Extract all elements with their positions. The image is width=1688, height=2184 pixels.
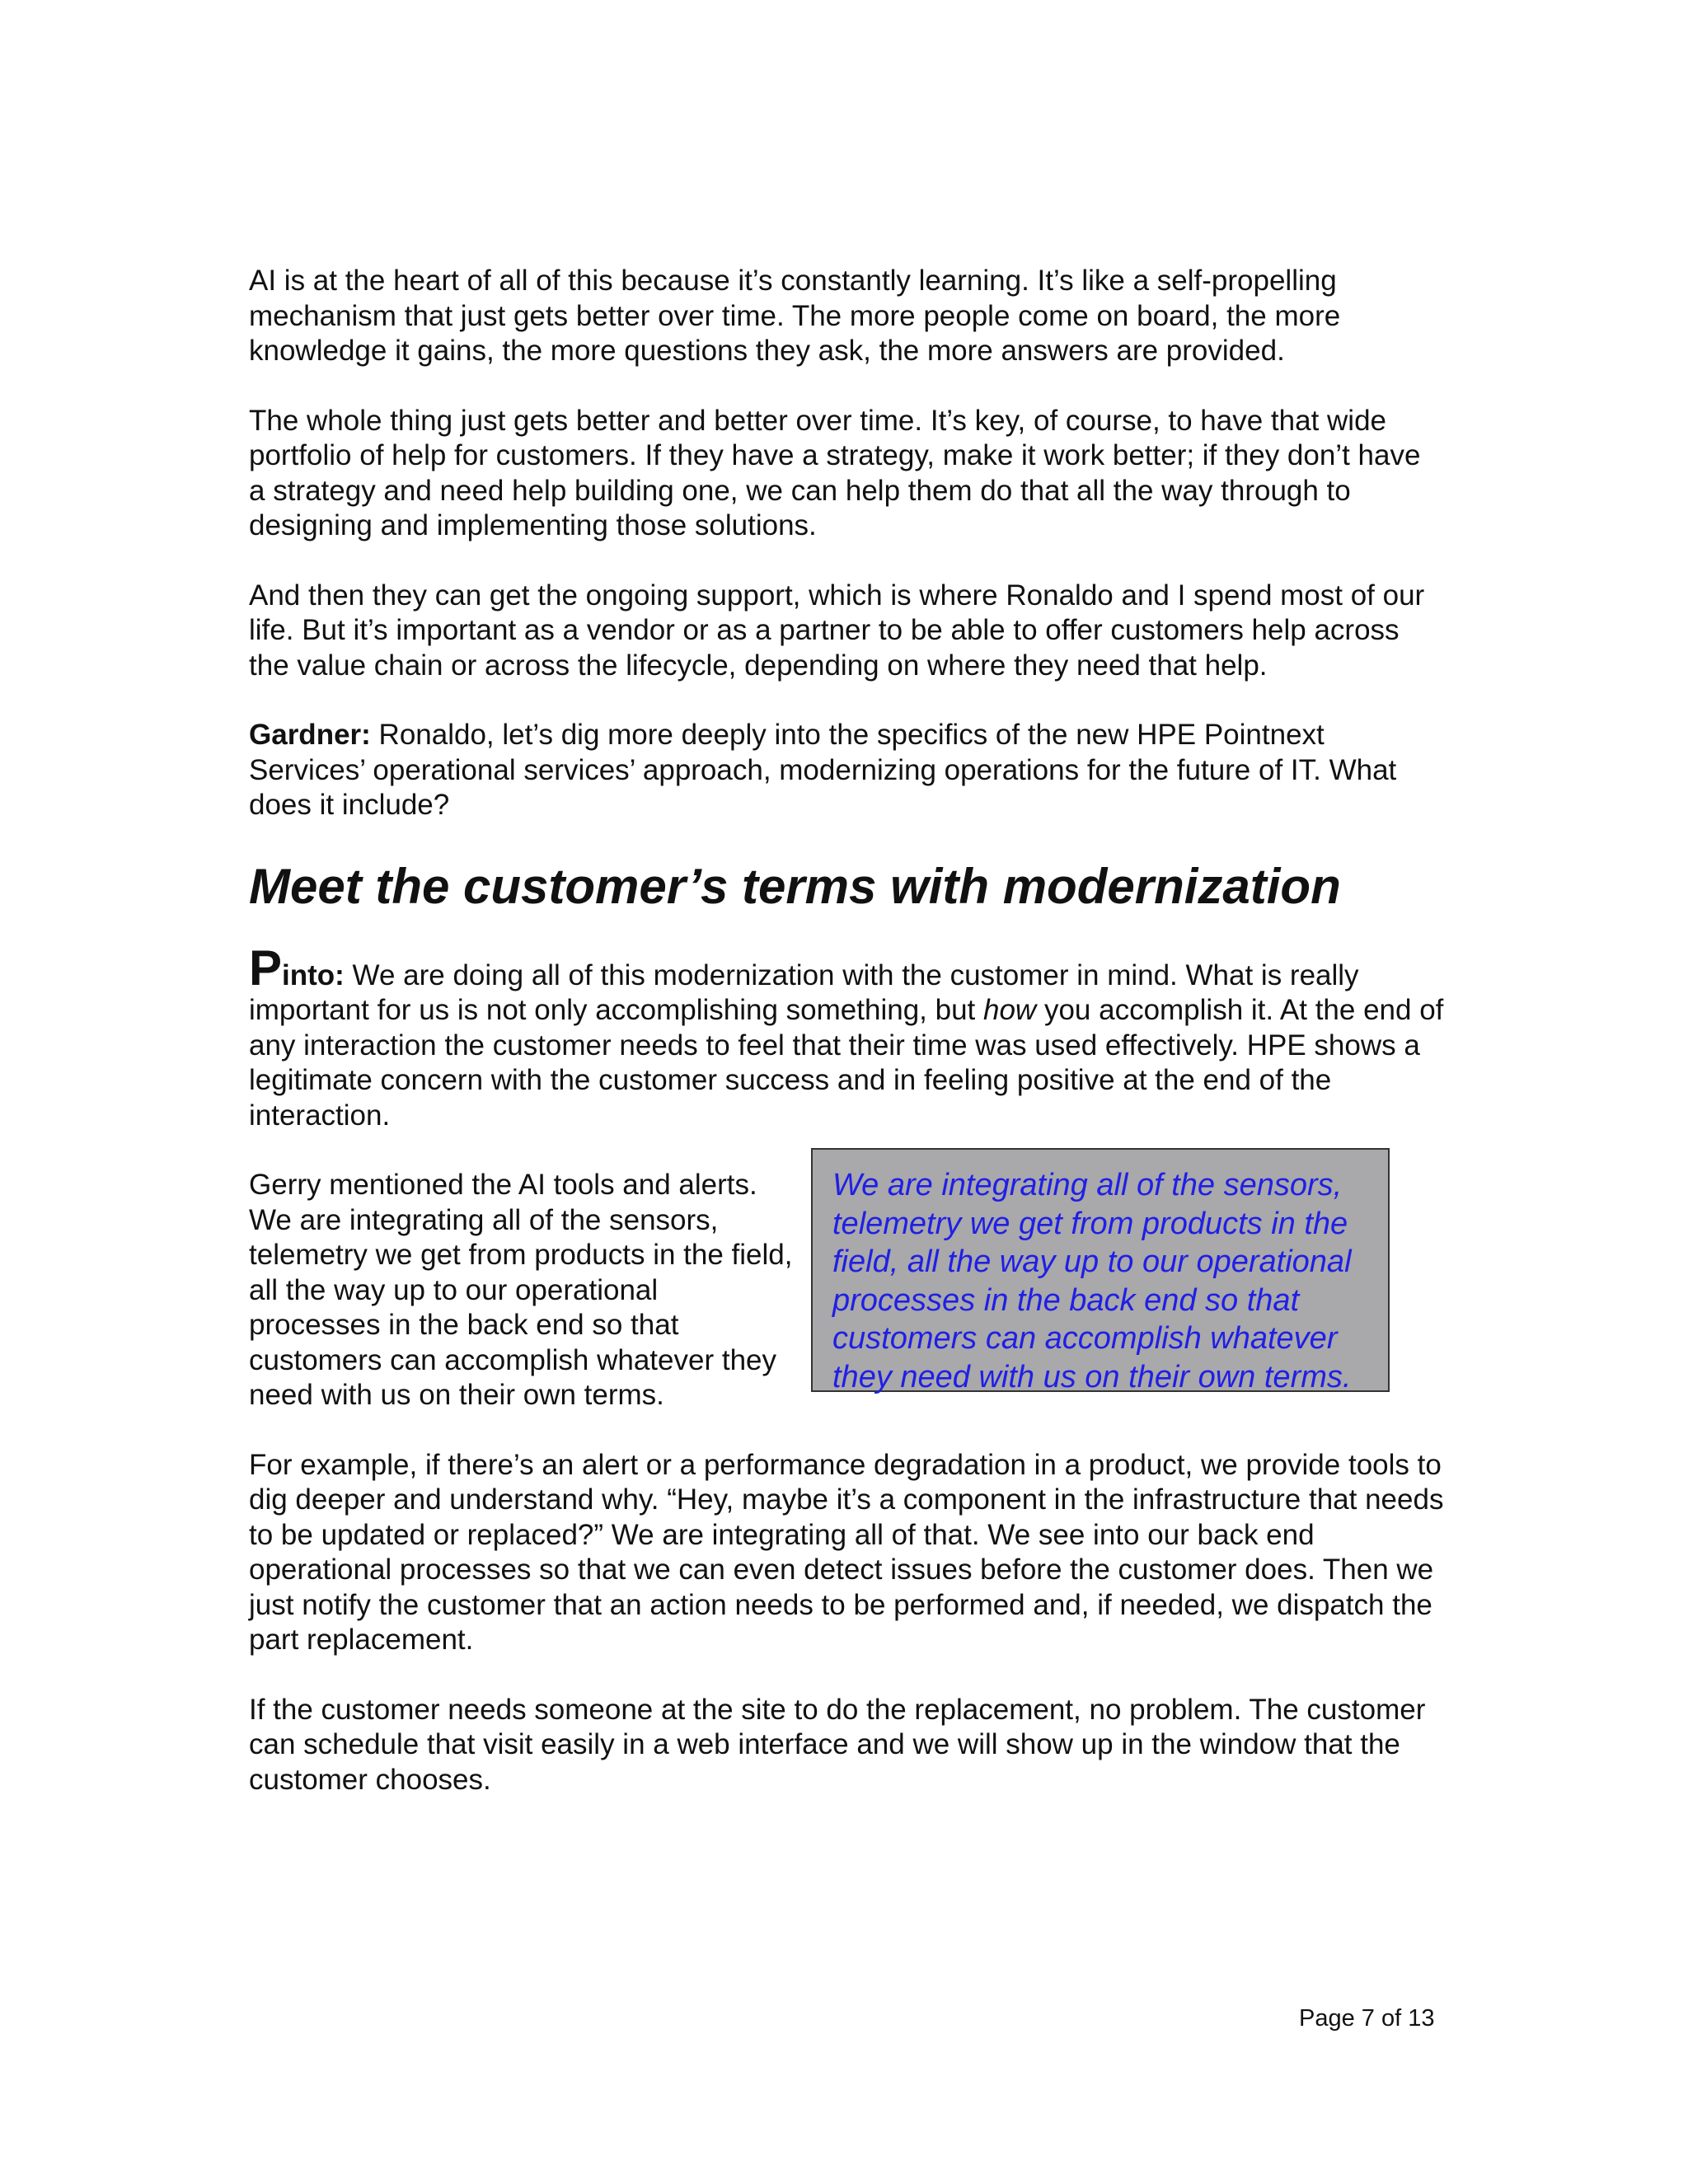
speaker-label-gardner: Gardner: (249, 719, 371, 751)
pull-quote: We are integrating all of the sensors, telemetry we get from products in the field, all the way up to our operational processes in the back end so that customers can accomplish whatever they need with us on their own terms. (811, 1148, 1390, 1392)
pinto-answer (249, 940, 1444, 1134)
body-paragraph: For example, if there’s an alert or a performance degradation in a product, we provide tools to dig deeper and understand why. “Hey, maybe it’s a component in the infrastructure that needs to be updated or replaced?” We are integrating all of that. We see into our back end operational processes so that we can even detect issues before the customer does. Then we just notify the customer that an action needs to be performed and, if needed, we dispatch the part replacement. (249, 1448, 1444, 1656)
body-paragraph: The whole thing just gets better and better over time. It’s key, of course, to have that wide portfolio of help for customers. If they have a strategy, make it work better; if they don’t have a strategy and need help building one, we can help them do that all the way through to designing and implementing those solutions. (249, 404, 1421, 541)
gardner-question (249, 718, 1444, 823)
drop-cap: P (249, 940, 283, 996)
emphasis-how: how (983, 994, 1037, 1026)
body-paragraph: Gerry mentioned the AI tools and alerts. We are integrating all of the sensors, telemetry we get from products in the field, all the way up to our operational processes in the back end so that customers can accomplish whatever they need with us on their own terms. (249, 1169, 793, 1411)
section-heading: Meet the customer’s terms with modernization (249, 858, 1341, 914)
body-paragraph: If the customer needs someone at the site to do the replacement, no problem. The customer can schedule that visit easily in a web interface and we will show up in the window that the customer chooses. (249, 1693, 1426, 1796)
paragraph-with-pull-quote (249, 1168, 1444, 1413)
page-content (249, 264, 1444, 1832)
body-paragraph: And then they can get the ongoing support, which is where Ronaldo and I spend most of our life. But it’s important as a vendor or as a partner to be able to offer customers help across the value chain or across the lifecycle, depending on where they need that help. (249, 579, 1425, 682)
body-paragraph: AI is at the heart of all of this because it’s constantly learning. It’s like a self-propelling mechanism that just gets better over time. The more people come on board, the more knowledge it gains, the more questions they ask, the more answers are provided. (249, 265, 1341, 367)
pinto-answer-text: We are doing all of this modernization with the customer in mind. What is really important for us is not only accomplishing something, but (249, 958, 1359, 1026)
gardner-question-text: Ronaldo, let’s dig more deeply into the specifics of the new HPE Pointnext Services’ operational services’ approach, modernizing operations for the future of IT. What does it include? (249, 719, 1397, 821)
pinto-answer-text-continued: you accomplish it. At the end of any interaction the customer needs to feel that their time was used effectively. HPE shows a legitimate concern with the customer success and in feeling positive at the end of the interaction. (249, 994, 1444, 1132)
page-number: Page 7 of 13 (1299, 2005, 1435, 2032)
speaker-label-pinto: into: (282, 958, 345, 991)
